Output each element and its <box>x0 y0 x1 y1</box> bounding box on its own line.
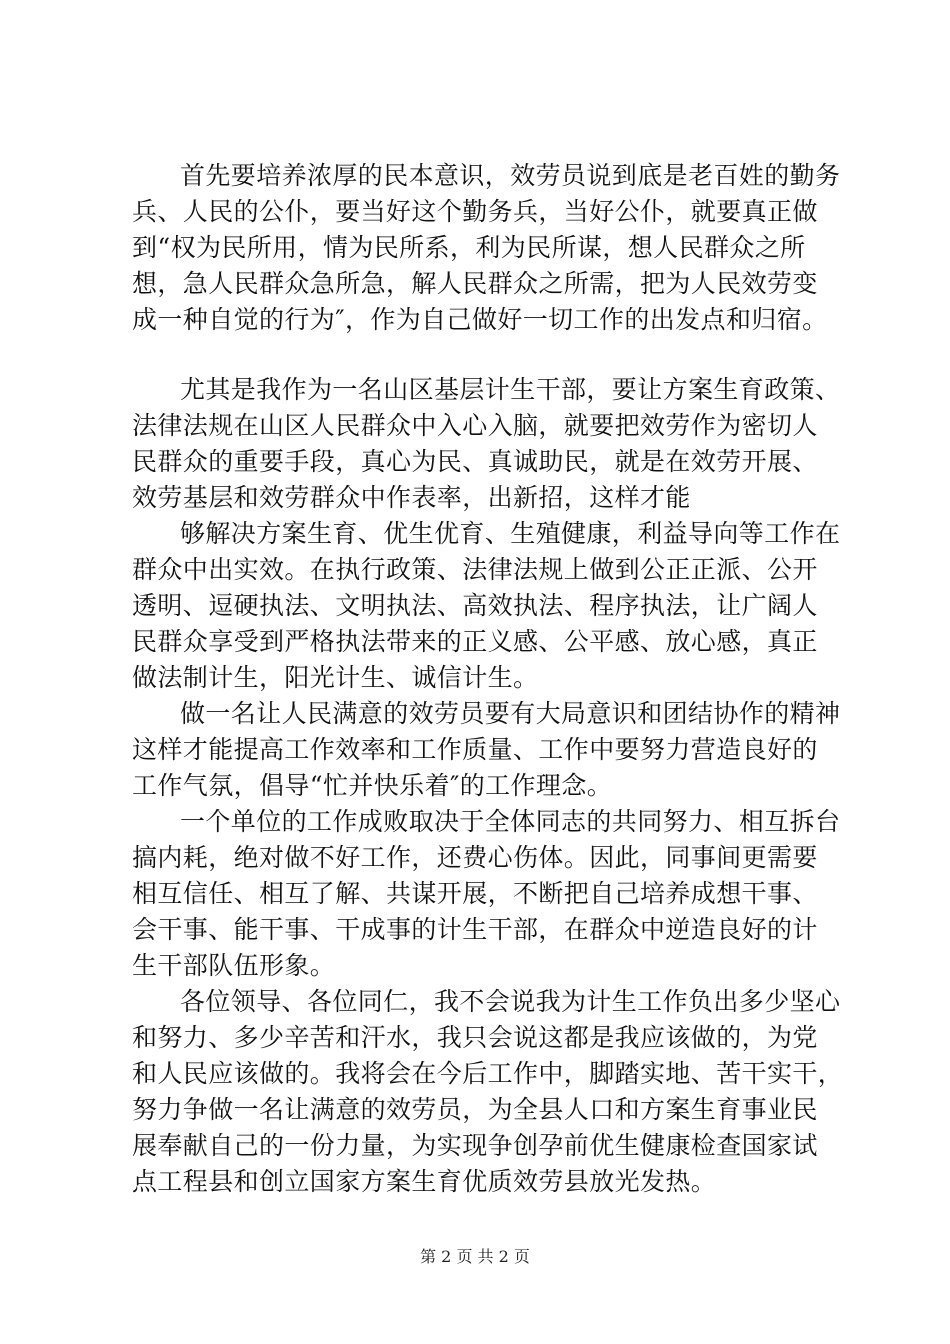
page-number-footer: 第 2 页 共 2 页 <box>420 1247 530 1266</box>
paragraph-line: 和努力、多少辛苦和汗水，我只会说这都是我应该做的，为党 <box>132 1023 818 1052</box>
paragraph-line: 相互信任、相互了解、共谋开展，不断把自己培养成想干事、 <box>132 879 818 908</box>
paragraph-line: 这样才能提高工作效率和工作质量、工作中要努力营造良好的 <box>132 735 818 764</box>
paragraph-line: 尤其是我作为一名山区基层计生干部，要让方案生育政策、 <box>180 375 841 404</box>
paragraph-line: 效劳基层和效劳群众中作表率，出新招，这样才能 <box>132 483 691 512</box>
paragraph-line: 会干事、能干事、干成事的计生干部，在群众中逆造良好的计 <box>132 915 818 944</box>
paragraph-line: 和人民应该做的。我将会在今后工作中，脚踏实地、苦干实干， <box>132 1059 844 1088</box>
paragraph-line: 成一种自觉的行为″，作为自己做好一切工作的出发点和归宿。 <box>132 305 828 334</box>
document-body <box>132 158 842 1200</box>
paragraph-1 <box>132 158 842 338</box>
paragraph-line: 搞内耗，绝对做不好工作，还费心伤体。因此，同事间更需要 <box>132 843 818 872</box>
paragraph-line: 透明、逗硬执法、文明执法、高效执法、程序执法，让广阔人 <box>132 591 818 620</box>
paragraph-2 <box>132 372 842 516</box>
paragraph-line: 民群众享受到严格执法带来的正义感、公平感、放心感，真正 <box>132 627 818 656</box>
paragraph-line: 到“权为民所用，情为民所系，利为民所谋，想人民群众之所 <box>132 233 806 262</box>
paragraph-line: 做一名让人民满意的效劳员要有大局意识和团结协作的精神 <box>180 699 841 728</box>
paragraph-line: 生干部队伍形象。 <box>132 951 336 980</box>
paragraph-line: 民群众的重要手段，真心为民、真诚助民，就是在效劳开展、 <box>132 447 818 476</box>
paragraph-4 <box>132 696 842 804</box>
paragraph-6 <box>132 984 842 1200</box>
paragraph-line: 首先要培养浓厚的民本意识，效劳员说到底是老百姓的勤务 <box>180 161 841 190</box>
paragraph-line: 努力争做一名让满意的效劳员，为全县人口和方案生育事业民 <box>132 1095 818 1124</box>
paragraph-line: 法律法规在山区人民群众中入心入脑，就要把效劳作为密切人 <box>132 411 818 440</box>
paragraph-line: 展奉献自己的一份力量，为实现争创孕前优生健康检查国家试 <box>132 1131 818 1160</box>
paragraph-line: 一个单位的工作成败取决于全体同志的共同努力、相互拆台 <box>180 807 841 836</box>
paragraph-line: 做法制计生，阳光计生、诚信计生。 <box>132 663 539 692</box>
paragraph-3 <box>132 516 842 696</box>
paragraph-line: 想，急人民群众急所急，解人民群众之所需，把为人民效劳变 <box>132 269 818 298</box>
paragraph-line: 群众中出实效。在执行政策、法律法规上做到公正正派、公开 <box>132 555 818 584</box>
paragraph-line: 兵、人民的公仆，要当好这个勤务兵，当好公仆，就要真正做 <box>132 197 818 226</box>
paragraph-line: 点工程县和创立国家方案生育优质效劳县放光发热。 <box>132 1167 717 1196</box>
paragraph-5 <box>132 804 842 984</box>
paragraph-line: 够解决方案生育、优生优育、生殖健康，利益导向等工作在 <box>180 519 841 548</box>
paragraph-line: 工作气氛，倡导“忙并快乐着″的工作理念。 <box>132 771 613 800</box>
paragraph-line: 各位领导、各位同仁，我不会说我为计生工作负出多少坚心 <box>180 987 841 1016</box>
